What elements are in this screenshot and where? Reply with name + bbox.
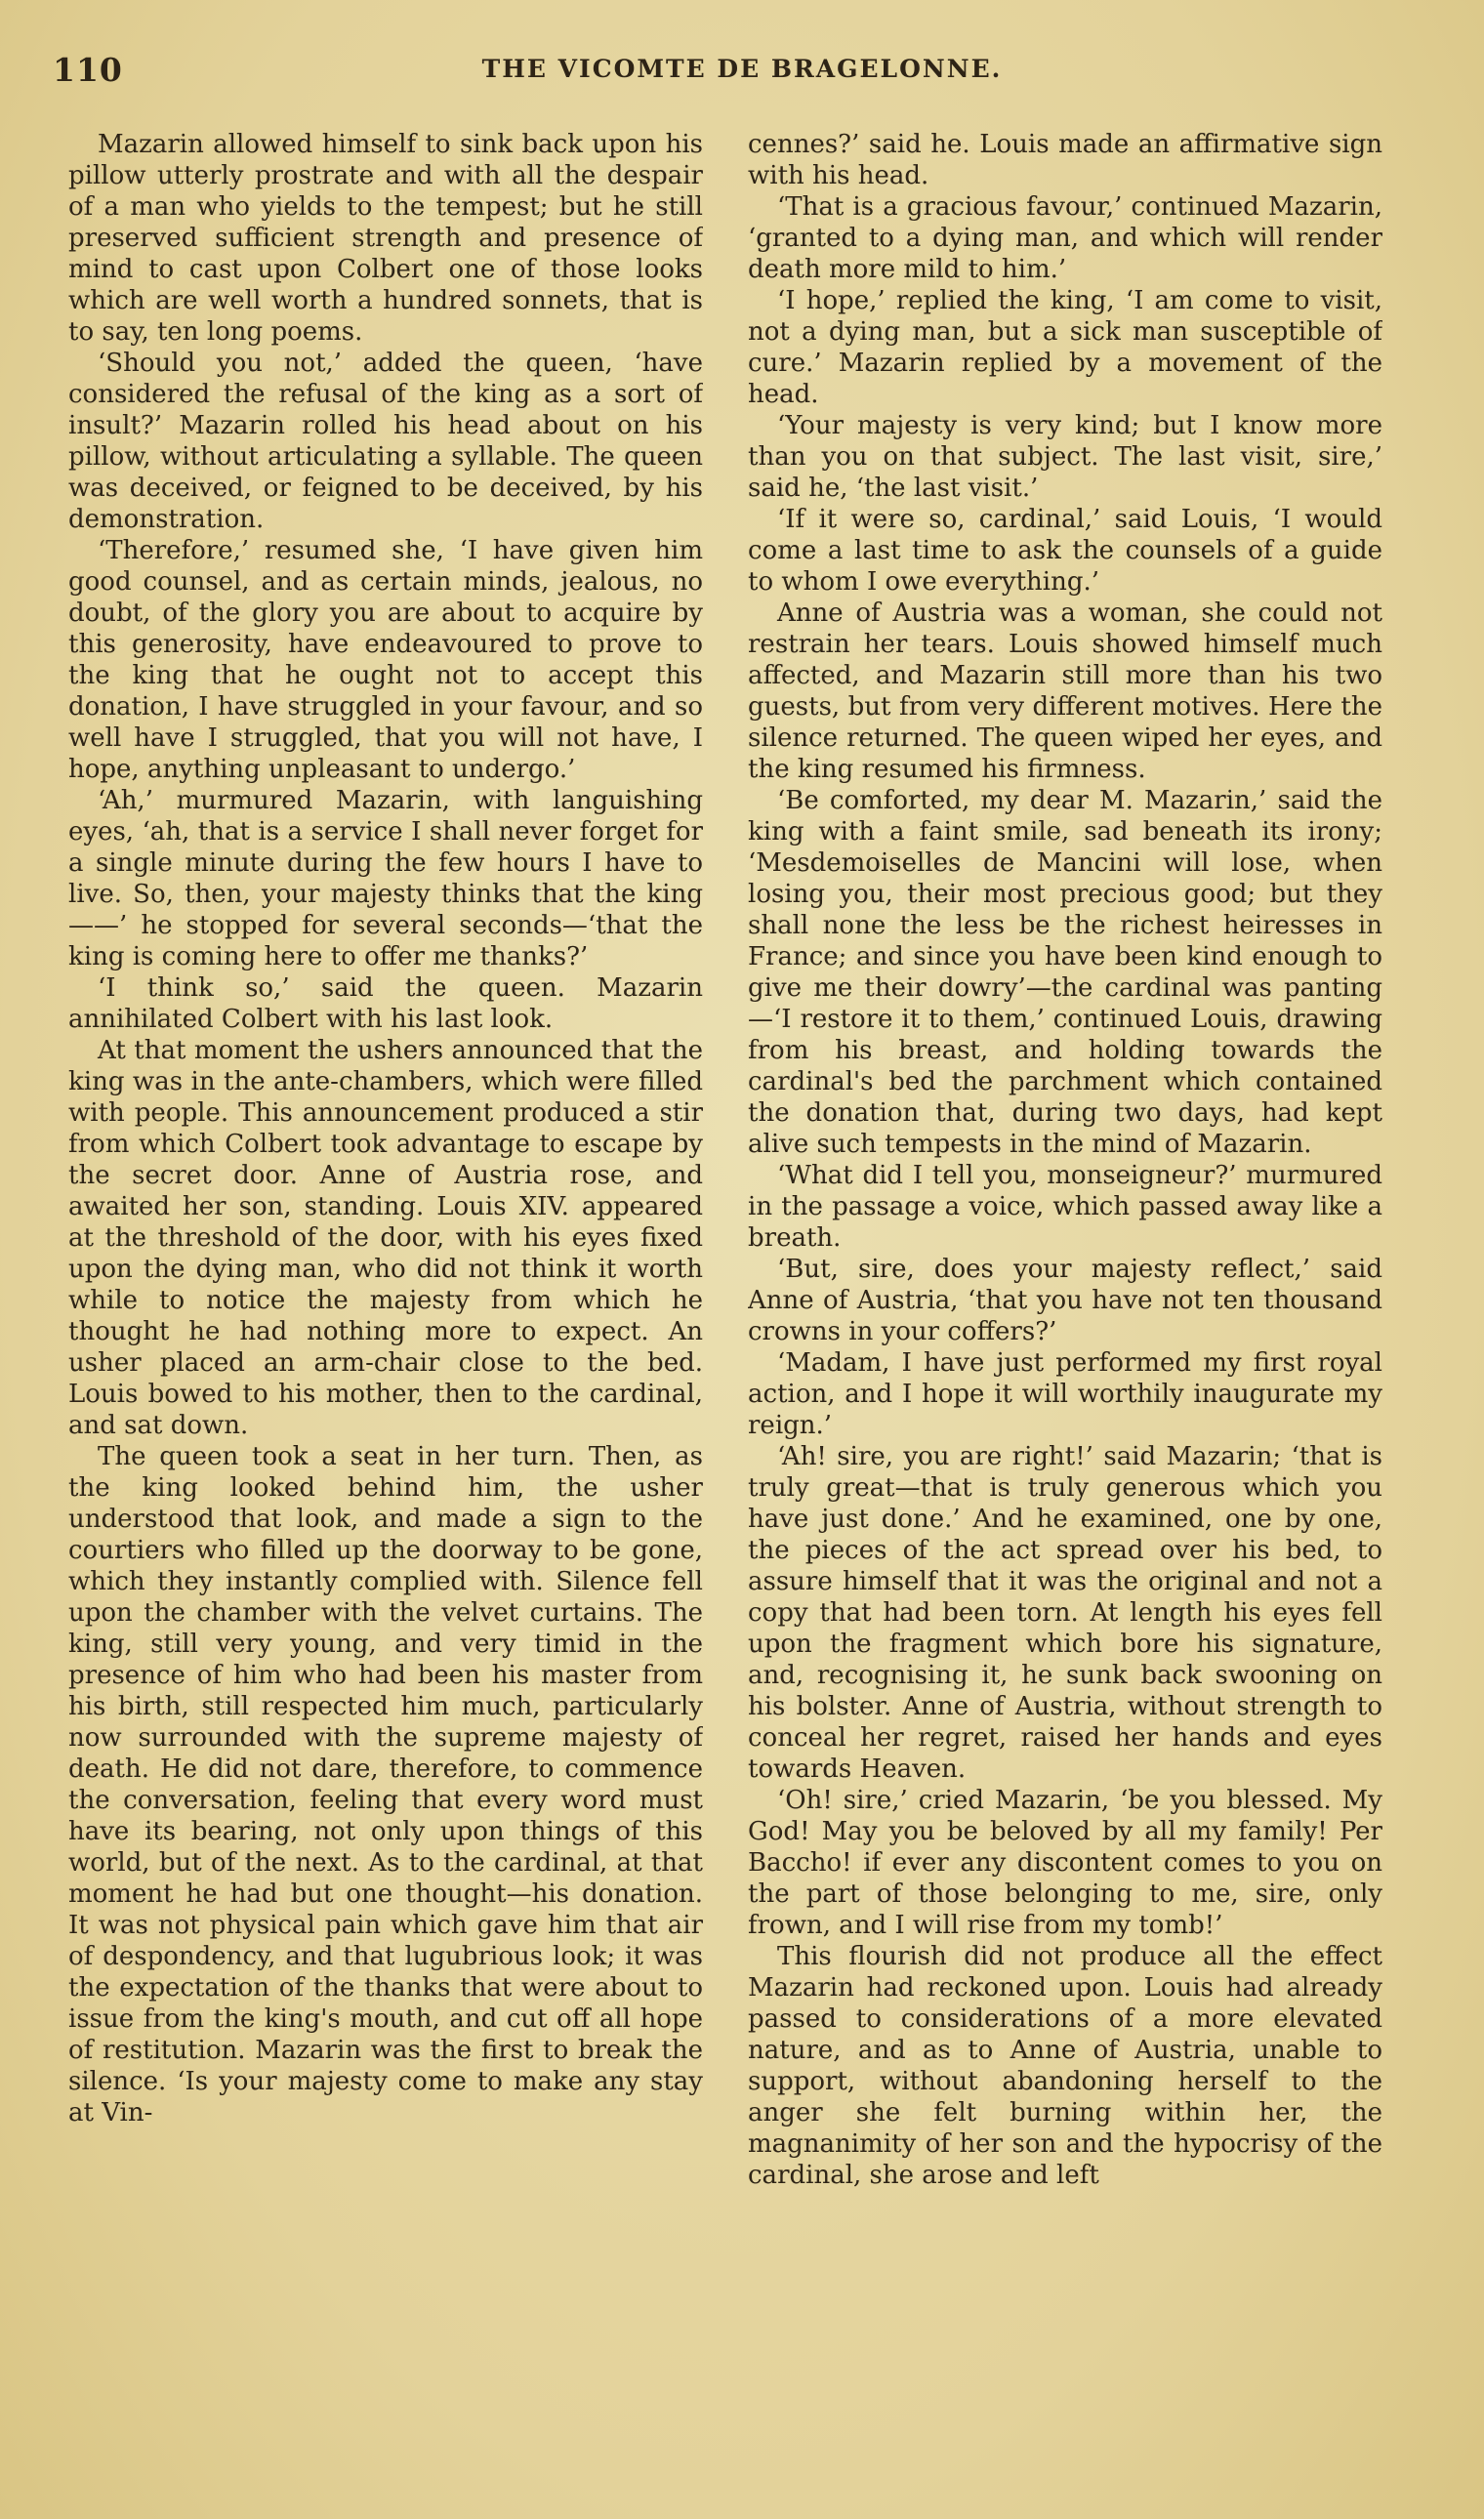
page-number: 110 (53, 51, 123, 89)
paragraph: ‘Therefore,’ resumed she, ‘I have given him good counsel, and as certain minds, jealous, no doubt, of the glory you are about to acquire by this generosity, have endeavoured to prove to the king that he ought not to accept this donation, I have struggled in your favour, and so well have I struggled, that you will not have, I hope, anything unpleasant to undergo.’ (68, 536, 703, 784)
paragraph: Mazarin allowed himself to sink back upon his pillow utterly prostrate and with all the despair of a man who yields to the tempest; but he still preserved sufficient strength and presence of mind to cast upon Colbert one of those looks which are well worth a hundred sonnets, that is to say, ten long poems. (68, 130, 703, 347)
right-column (748, 129, 1382, 2492)
running-title: THE VICOMTE DE BRAGELONNE. (481, 55, 1003, 83)
paragraph: This flourish did not produce all the effect Mazarin had reckoned upon. Louis had already passed to considerations of a more elevated nature, and as to Anne of Austria, unable to support, without abandoning herself to the anger she felt burning within her, the magnanimity of her son and the hypocrisy of the cardinal, she arose and left (748, 1942, 1382, 2190)
paragraph-continued: cennes?’ said he. Louis made an affirmative sign with his head. (748, 130, 1382, 190)
paragraph: ‘That is a gracious favour,’ continued Mazarin, ‘granted to a dying man, and which will render death more mild to him.’ (748, 192, 1382, 284)
paragraph: At that moment the ushers announced that the king was in the ante-chambers, which were filled with people. This announcement produced a stir from which Colbert took advantage to escape by the secret door. Anne of Austria rose, and awaited her son, standing. Louis XIV. appeared at the threshold of the door, with his eyes fixed upon the dying man, who did not think it worth while to notice the majesty from which he thought he had nothing more to expect. An usher placed an arm-chair close to the bed. Louis bowed to his mother, then to the cardinal, and sat down. (68, 1036, 703, 1440)
paragraph: ‘Madam, I have just performed my first royal action, and I hope it will worthily inaugurate my reign.’ (748, 1348, 1382, 1440)
paragraph: ‘Your majesty is very kind; but I know more than you on that subject. The last visit, sire,’ said he, ‘the last visit.’ (748, 411, 1382, 503)
paragraph: ‘Should you not,’ added the queen, ‘have considered the refusal of the king as a sort of insult?’ Mazarin rolled his head about on his pillow, without articulating a syllable. The queen was deceived, or feigned to be deceived, by his demonstration. (68, 349, 703, 534)
paragraph: ‘But, sire, does your majesty reflect,’ said Anne of Austria, ‘that you have not ten thousand crowns in your coffers?’ (748, 1255, 1382, 1346)
paragraph: The queen took a seat in her turn. Then, as the king looked behind him, the usher understood that look, and made a sign to the courtiers who filled up the doorway to be gone, which they instantly complied with. Silence fell upon the chamber with the velvet curtains. The king, still very young, and very timid in the presence of him who had been his master from his birth, still respected him much, particularly now surrounded with the supreme majesty of death. He did not dare, therefore, to commence the conversation, feeling that every word must have its bearing, not only upon things of this world, but of the next. As to the cardinal, at that moment he had but one thought—his donation. It was not physical pain which gave him that air of despondency, and that lugubrious look; it was the expectation of the thanks that were about to issue from the king's mouth, and cut off all hope of restitution. Mazarin was the first to break the silence. ‘Is your majesty come to make any stay at Vin- (68, 1442, 703, 2127)
paragraph: ‘What did I tell you, monseigneur?’ murmured in the passage a voice, which passed away like a breath. (748, 1161, 1382, 1253)
paragraph: ‘Be comforted, my dear M. Mazarin,’ said the king with a faint smile, sad beneath its irony; ‘Mesdemoiselles de Mancini will lose, when losing you, their most precious good; but they shall none the less be the richest heiresses in France; and since you have been kind enough to give me their dowry’—the cardinal was panting—‘I restore it to them,’ continued Louis, drawing from his breast, and holding towards the cardinal's bed the parchment which contained the donation that, during two days, had kept alive such tempests in the mind of Mazarin. (748, 786, 1382, 1159)
page-header (0, 51, 1484, 100)
paragraph: ‘I hope,’ replied the king, ‘I am come to visit, not a dying man, but a sick man susceptible of cure.’ Mazarin replied by a movement of the head. (748, 286, 1382, 409)
paragraph: Anne of Austria was a woman, she could not restrain her tears. Louis showed himself much affected, and Mazarin still more than his two guests, but from very different motives. Here the silence returned. The queen wiped her eyes, and the king resumed his firmness. (748, 599, 1382, 784)
paragraph: ‘Oh! sire,’ cried Mazarin, ‘be you blessed. My God! May you be beloved by all my family! Per Baccho! if ever any discontent comes to you on the part of those belonging to me, sire, only frown, and I will rise from my tomb!’ (748, 1786, 1382, 1940)
paragraph: ‘Ah! sire, you are right!’ said Mazarin; ‘that is truly great—that is truly generous which you have just done.’ And he examined, one by one, the pieces of the act spread over his bed, to assure himself that it was the original and not a copy that had been torn. At length his eyes fell upon the fragment which bore his signature, and, recognising it, he sunk back swooning on his bolster. Anne of Austria, without strength to conceal her regret, raised her hands and eyes towards Heaven. (748, 1442, 1382, 1784)
left-column (68, 129, 703, 2492)
paragraph: ‘If it were so, cardinal,’ said Louis, ‘I would come a last time to ask the counsels of a guide to whom I owe everything.’ (748, 505, 1382, 597)
paragraph: ‘Ah,’ murmured Mazarin, with languishing eyes, ‘ah, that is a service I shall never forget for a single minute during the few hours I have to live. So, then, your majesty thinks that the king——’ he stopped for several seconds—‘that the king is coming here to offer me thanks?’ (68, 786, 703, 971)
paragraph: ‘I think so,’ said the queen. Mazarin annihilated Colbert with his last look. (68, 973, 703, 1034)
